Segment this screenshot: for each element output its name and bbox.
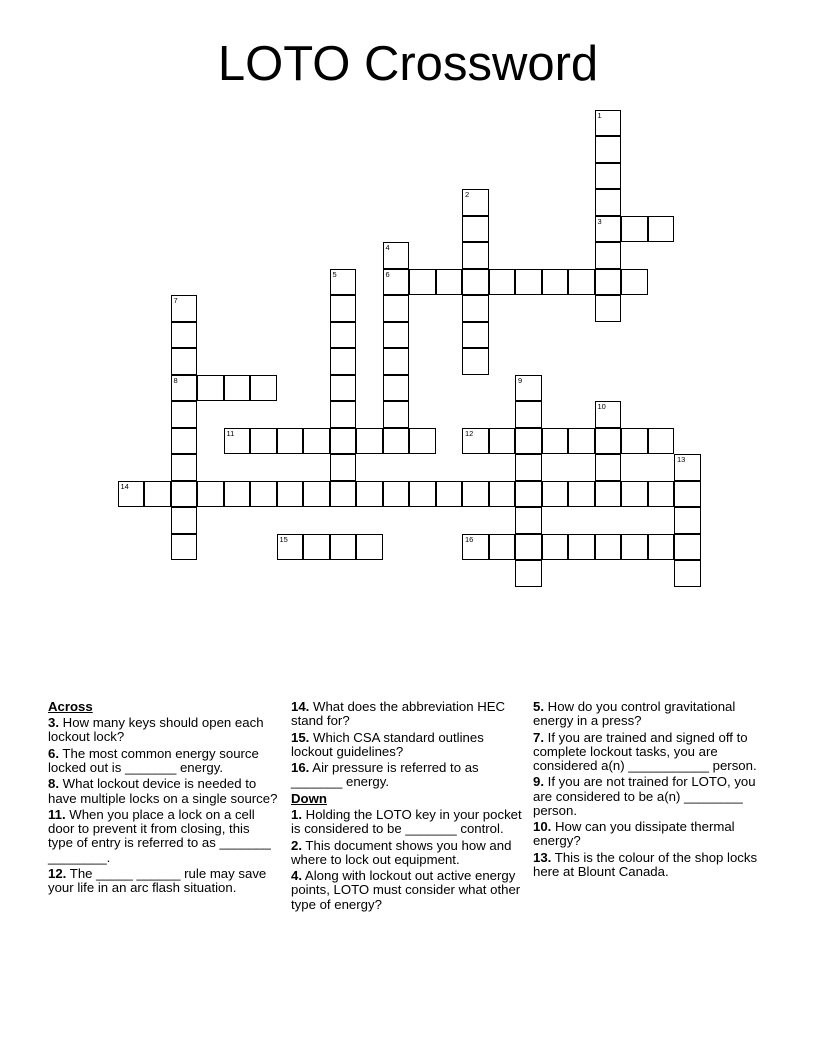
crossword-cell[interactable] <box>330 269 357 296</box>
crossword-cell[interactable] <box>674 481 701 508</box>
crossword-cell[interactable] <box>542 534 569 561</box>
crossword-cell[interactable] <box>568 481 595 508</box>
crossword-cell[interactable] <box>568 428 595 455</box>
crossword-cell[interactable] <box>515 428 542 455</box>
crossword-cell[interactable] <box>595 110 622 137</box>
cell-number: 13 <box>677 455 686 464</box>
crossword-cell[interactable] <box>515 375 542 402</box>
crossword-cell[interactable] <box>462 189 489 216</box>
crossword-cell[interactable] <box>171 507 198 534</box>
crossword-cell[interactable] <box>356 428 383 455</box>
crossword-cell[interactable] <box>621 269 648 296</box>
crossword-cell[interactable] <box>330 322 357 349</box>
crossword-cell[interactable] <box>330 481 357 508</box>
crossword-cell[interactable] <box>595 216 622 243</box>
crossword-cell[interactable] <box>436 481 463 508</box>
crossword-cell[interactable] <box>462 481 489 508</box>
crossword-cell[interactable] <box>515 269 542 296</box>
crossword-cell[interactable] <box>674 560 701 587</box>
crossword-cell[interactable] <box>409 428 436 455</box>
crossword-cell[interactable] <box>171 534 198 561</box>
crossword-cell[interactable] <box>489 269 516 296</box>
crossword-cell[interactable] <box>648 481 675 508</box>
clue-across-16: 16. Air pressure is referred to as _______ energy. <box>291 760 479 790</box>
clue-across-14: 14. What does the abbreviation HEC stand for? <box>291 699 506 729</box>
clue-down-9: 9. If you are not trained for LOTO, you are considered to be a(n) ________ person. <box>533 774 756 818</box>
crossword-cell[interactable] <box>383 269 410 296</box>
crossword-cell[interactable] <box>171 428 198 455</box>
crossword-cell[interactable] <box>303 481 330 508</box>
crossword-cell[interactable] <box>595 401 622 428</box>
crossword-cell[interactable] <box>330 348 357 375</box>
crossword-cell[interactable] <box>542 428 569 455</box>
cell-number: 15 <box>279 534 288 544</box>
crossword-cell[interactable] <box>595 428 622 455</box>
clue-down-13: 13. This is the colour of the shop locks here at Blount Canada. <box>533 849 758 879</box>
crossword-cell[interactable] <box>595 534 622 561</box>
cell-number: 7 <box>173 296 178 305</box>
crossword-cell[interactable] <box>171 401 198 428</box>
clue-down-10: 10. How can you dissipate thermal energy? <box>533 819 735 849</box>
clue-across-11: 11. When you place a lock on a cell door to prevent it from closing, this type of entry is referred to as _______ ________. <box>48 806 271 865</box>
crossword-cell[interactable] <box>250 481 277 508</box>
clue-down-2: 2. This document shows you how and where to lock out equipment. <box>291 837 512 867</box>
crossword-cell[interactable] <box>118 481 145 508</box>
clue-across-8: 8. What lockout device is needed to have multiple locks on a single source? <box>48 776 278 806</box>
cell-number: 14 <box>120 481 129 491</box>
crossword-cell[interactable] <box>674 534 701 561</box>
crossword-cell[interactable] <box>330 295 357 322</box>
crossword-cell[interactable] <box>303 428 330 455</box>
crossword-cell[interactable] <box>330 375 357 402</box>
crossword-cell[interactable] <box>383 348 410 375</box>
cell-number: 6 <box>385 269 390 279</box>
crossword-cell[interactable] <box>436 269 463 296</box>
cell-number: 4 <box>385 243 390 252</box>
crossword-cell[interactable] <box>542 481 569 508</box>
cell-number: 12 <box>465 428 474 438</box>
clue-down-7: 7. If you are trained and signed off to complete lockout tasks, you are considered a(n) ___________ person. <box>533 729 757 773</box>
crossword-cell[interactable] <box>409 481 436 508</box>
crossword-cell[interactable] <box>224 481 251 508</box>
crossword-cell[interactable] <box>515 534 542 561</box>
crossword-cell[interactable] <box>621 216 648 243</box>
clue-across-6: 6. The most common energy source locked out is _______ energy. <box>48 745 259 775</box>
crossword-cell[interactable] <box>515 560 542 587</box>
crossword-cell[interactable] <box>462 428 489 455</box>
crossword-cell[interactable] <box>515 481 542 508</box>
crossword-cell[interactable] <box>197 481 224 508</box>
cell-number: 1 <box>597 110 602 120</box>
crossword-cell[interactable] <box>489 534 516 561</box>
crossword-cell[interactable] <box>356 481 383 508</box>
crossword-cell[interactable] <box>330 428 357 455</box>
crossword-cell[interactable] <box>330 534 357 561</box>
crossword-cell[interactable] <box>462 242 489 269</box>
crossword-cell[interactable] <box>356 534 383 561</box>
crossword-cell[interactable] <box>144 481 171 508</box>
crossword-cell[interactable] <box>462 295 489 322</box>
crossword-cell[interactable] <box>621 534 648 561</box>
crossword-cell[interactable] <box>383 242 410 269</box>
crossword-cell[interactable] <box>383 428 410 455</box>
crossword-cell[interactable] <box>250 428 277 455</box>
crossword-cell[interactable] <box>595 295 622 322</box>
clue-down-5: 5. How do you control gravitational energy in a press? <box>533 699 736 729</box>
crossword-cell[interactable] <box>383 295 410 322</box>
crossword-cell[interactable] <box>171 454 198 481</box>
cell-number: 11 <box>226 428 235 438</box>
clue-across-3: 3. How many keys should open each lockout lock? <box>48 715 264 745</box>
clues-column-2 <box>291 700 523 914</box>
crossword-cell[interactable] <box>277 481 304 508</box>
crossword-cell[interactable] <box>489 428 516 455</box>
across-heading: Across <box>48 699 93 714</box>
crossword-cell[interactable] <box>515 507 542 534</box>
crossword-cell[interactable] <box>462 322 489 349</box>
crossword-cell[interactable] <box>462 269 489 296</box>
clue-across-12: 12. The _____ ______ rule may save your life in an arc flash situation. <box>48 865 267 896</box>
crossword-cell[interactable] <box>621 481 648 508</box>
clues-column-1 <box>48 700 278 898</box>
cell-number: 3 <box>597 216 602 226</box>
crossword-cell[interactable] <box>674 507 701 534</box>
crossword-cell[interactable] <box>515 454 542 481</box>
crossword-cell[interactable] <box>595 163 622 190</box>
crossword-cell[interactable] <box>171 348 198 375</box>
crossword-cell[interactable] <box>171 322 198 349</box>
crossword-cell[interactable] <box>277 534 304 561</box>
clue-down-1: 1. Holding the LOTO key in your pocket is considered to be _______ control. <box>291 806 522 837</box>
crossword-cell[interactable] <box>489 481 516 508</box>
crossword-cell[interactable] <box>303 534 330 561</box>
crossword-cell[interactable] <box>674 454 701 481</box>
crossword-cell[interactable] <box>462 348 489 375</box>
crossword-cell[interactable] <box>621 428 648 455</box>
crossword-cell[interactable] <box>197 375 224 402</box>
cell-number: 5 <box>332 269 337 279</box>
crossword-cell[interactable] <box>648 534 675 561</box>
clues-column-3 <box>533 700 765 881</box>
crossword-cell[interactable] <box>383 481 410 508</box>
crossword-cell[interactable] <box>250 375 277 402</box>
crossword-cell[interactable] <box>171 375 198 402</box>
crossword-cell[interactable] <box>224 375 251 402</box>
crossword-cell[interactable] <box>595 269 622 296</box>
puzzle-title: LOTO Crossword <box>217 37 599 91</box>
crossword-cell[interactable] <box>383 322 410 349</box>
cell-number: 8 <box>173 375 178 385</box>
crossword-cell[interactable] <box>171 481 198 508</box>
crossword-cell[interactable] <box>648 428 675 455</box>
crossword-cell[interactable] <box>595 189 622 216</box>
cell-number: 16 <box>465 534 474 544</box>
clue-across-15: 15. Which CSA standard outlines lockout guidelines? <box>291 729 484 759</box>
crossword-cell[interactable] <box>568 534 595 561</box>
crossword-cell[interactable] <box>542 269 569 296</box>
crossword-cell[interactable] <box>462 534 489 561</box>
crossword-cell[interactable] <box>330 454 357 481</box>
crossword-cell[interactable] <box>383 401 410 428</box>
crossword-cell[interactable] <box>595 454 622 481</box>
crossword-cell[interactable] <box>462 216 489 243</box>
crossword-cell[interactable] <box>383 375 410 402</box>
crossword-cell[interactable] <box>330 401 357 428</box>
crossword-cell[interactable] <box>515 401 542 428</box>
clue-down-4: 4. Along with lockout out active energy points, LOTO must consider what other type of energy? <box>291 868 521 912</box>
crossword-cell[interactable] <box>224 428 251 455</box>
crossword-cell[interactable] <box>171 295 198 322</box>
cell-number: 10 <box>597 402 606 411</box>
down-heading: Down <box>291 790 327 806</box>
cell-number: 2 <box>465 190 470 199</box>
crossword-cell[interactable] <box>568 269 595 296</box>
crossword-cell[interactable] <box>409 269 436 296</box>
crossword-cell[interactable] <box>595 481 622 508</box>
crossword-cell[interactable] <box>595 136 622 163</box>
crossword-cell[interactable] <box>648 216 675 243</box>
crossword-cell[interactable] <box>595 242 622 269</box>
crossword-cell[interactable] <box>277 428 304 455</box>
cell-number: 9 <box>518 375 523 385</box>
